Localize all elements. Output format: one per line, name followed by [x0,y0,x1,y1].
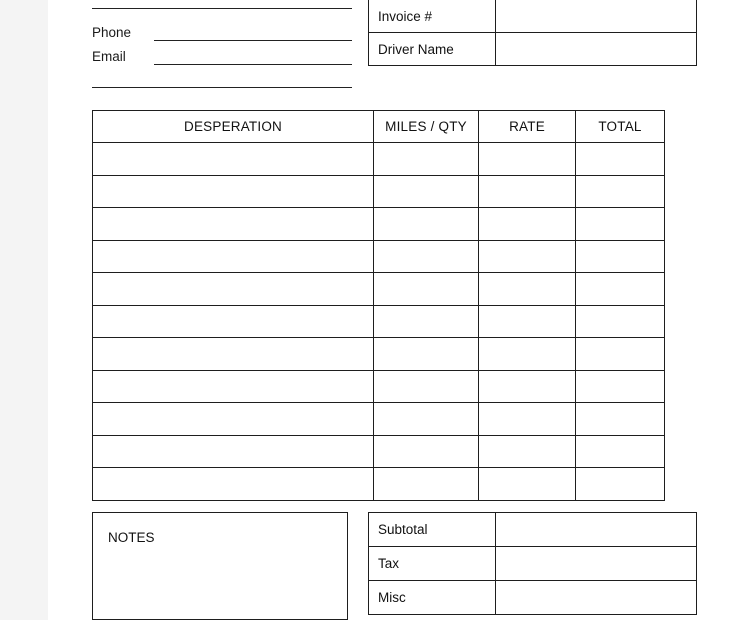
cell-rate[interactable] [479,143,576,176]
cell-description[interactable] [93,305,374,338]
cell-miles-qty[interactable] [374,240,479,273]
cell-total[interactable] [576,435,665,468]
invoice-sheet [48,0,678,620]
table-row [93,240,665,273]
table-row [93,468,665,501]
column-header-total: TOTAL [576,111,665,143]
cell-rate[interactable] [479,273,576,306]
table-row [369,513,697,547]
page-margin-left [0,0,49,620]
contact-label-email: Email [92,49,126,64]
line-items-table [92,110,665,501]
table-header-row [93,111,665,143]
cell-miles-qty[interactable] [374,435,479,468]
cell-description[interactable] [93,468,374,501]
contact-address-rule[interactable] [92,75,352,88]
totals-value-tax[interactable] [496,547,697,581]
cell-description[interactable] [93,403,374,436]
cell-description[interactable] [93,143,374,176]
totals-value-subtotal[interactable] [496,513,697,547]
cell-rate[interactable] [479,208,576,241]
cell-rate[interactable] [479,305,576,338]
table-row [93,305,665,338]
cell-miles-qty[interactable] [374,338,479,371]
table-row [93,143,665,176]
cell-total[interactable] [576,208,665,241]
contact-row-phone [92,17,352,41]
cell-miles-qty[interactable] [374,273,479,306]
cell-description[interactable] [93,338,374,371]
cell-total[interactable] [576,403,665,436]
invoice-meta-table [368,0,697,66]
table-row [93,175,665,208]
column-header-rate: RATE [479,111,576,143]
cell-miles-qty[interactable] [374,143,479,176]
cell-total[interactable] [576,175,665,208]
totals-key-misc: Misc [369,581,496,615]
cell-miles-qty[interactable] [374,370,479,403]
meta-value-driver-name[interactable] [496,33,697,66]
cell-miles-qty[interactable] [374,403,479,436]
table-row [93,338,665,371]
cell-total[interactable] [576,370,665,403]
table-row [369,33,697,66]
contact-row-email [92,41,352,65]
cell-rate[interactable] [479,403,576,436]
cell-total[interactable] [576,143,665,176]
column-header-miles-qty: MILES / QTY [374,111,479,143]
cell-miles-qty[interactable] [374,208,479,241]
cell-miles-qty[interactable] [374,305,479,338]
cell-rate[interactable] [479,338,576,371]
cell-rate[interactable] [479,435,576,468]
cell-rate[interactable] [479,370,576,403]
contact-field-email[interactable] [154,52,352,65]
cell-description[interactable] [93,240,374,273]
cell-miles-qty[interactable] [374,175,479,208]
totals-table [368,512,697,615]
table-row [93,273,665,306]
cell-description[interactable] [93,370,374,403]
cell-description[interactable] [93,175,374,208]
meta-value-invoice-number[interactable] [496,0,697,33]
notes-box[interactable] [92,512,348,620]
table-row [369,547,697,581]
notes-label: NOTES [108,530,155,545]
cell-description[interactable] [93,273,374,306]
contact-field-phone[interactable] [154,28,352,41]
contact-name-rule[interactable] [92,0,352,9]
table-row [369,581,697,615]
totals-value-misc[interactable] [496,581,697,615]
cell-total[interactable] [576,468,665,501]
cell-total[interactable] [576,338,665,371]
cell-description[interactable] [93,208,374,241]
table-row [93,208,665,241]
cell-rate[interactable] [479,468,576,501]
table-row [93,435,665,468]
meta-key-invoice-number: Invoice # [369,0,496,33]
contact-block [92,0,352,88]
cell-description[interactable] [93,435,374,468]
table-row [93,370,665,403]
totals-key-subtotal: Subtotal [369,513,496,547]
cell-total[interactable] [576,240,665,273]
table-row [369,0,697,33]
column-header-description: DESPERATION [93,111,374,143]
cell-rate[interactable] [479,240,576,273]
contact-label-phone: Phone [92,25,132,40]
cell-rate[interactable] [479,175,576,208]
cell-total[interactable] [576,305,665,338]
totals-key-tax: Tax [369,547,496,581]
table-row [93,403,665,436]
meta-key-driver-name: Driver Name [369,33,496,66]
cell-miles-qty[interactable] [374,468,479,501]
cell-total[interactable] [576,273,665,306]
